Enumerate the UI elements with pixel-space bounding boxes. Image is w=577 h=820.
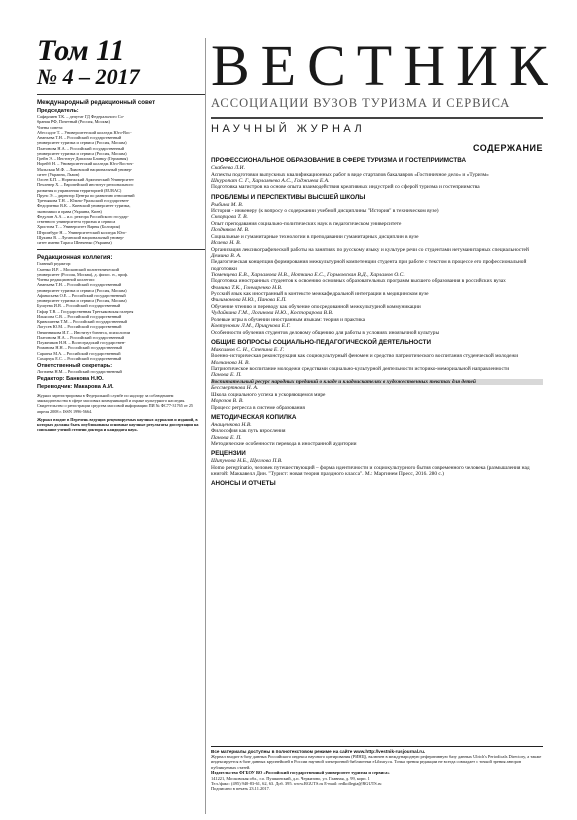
board-line: Ильясова С.В. – Российский государственный — [37, 313, 122, 319]
column-divider — [205, 38, 206, 814]
toc-authors: Шкуропат С. Г., Харламчева А.С., Гаджиева Е.А. — [211, 177, 330, 184]
board-line: Сарапча М.А. – Российский государственный — [37, 350, 121, 356]
council-line: Сафарлиев Т.К. – депутат ГД Федерального Со- — [37, 114, 125, 119]
board-line: Лагусев Ю.М. – Российский государственный — [37, 324, 122, 330]
toc-authors: Поздняков М. В. — [211, 227, 250, 234]
council-line: Щукина В. – Луганский национальный универ- — [37, 234, 125, 240]
toc-title: Методические особенности перевода в иностранной аудитории — [211, 441, 357, 448]
board-line: Главный редактор: — [37, 261, 72, 267]
toc-title: Школа социального успеха в ускоряющемся мире — [211, 391, 326, 398]
footer-publisher: Издательство ФГБОУ ВО «Российский государственный университет туризма и сервиса» — [211, 770, 390, 776]
council-line: Федорченко В.К. – Киевский университет туризма, — [37, 203, 131, 209]
toc-authors: Бессмертнова Н. А. — [211, 385, 259, 392]
masthead-subtitle: АССОЦИАЦИИ ВУЗОВ ТУРИЗМА И СЕРВИСА — [211, 96, 511, 110]
board-line: Платонова Н.А. – Российский государственный — [37, 334, 125, 340]
board-list — [37, 261, 205, 361]
divider — [37, 94, 205, 95]
toc-title: Ролевые игры в обучении иностранным языкам: теория и практика — [211, 316, 366, 323]
toc-title: Педагогическая концепция формирования межкультурной компетенции студента при работе с текстом в процессе его профессиональной подготовки — [211, 259, 527, 272]
council-line: университет туризма и сервиса (Россия, Москва) — [37, 150, 127, 156]
council-line: Пехлевер Х. – Европейский институт регионального — [37, 182, 134, 188]
council-line: экономики и права (Украина, Киев) — [37, 208, 102, 214]
footer-phone: Тел./факс: (495) 940-83-61, 62, 63. Доб. 395. www.RGUTS.ru E-mail: redkollegia@RGUTS.ru — [211, 781, 382, 787]
secretary-heading: Ответственный секретарь: — [37, 363, 113, 369]
footer-date: Подписано в печать 23.11.2017. — [211, 786, 270, 792]
council-line: Мальская М.Ф. – Львовский национальный универ- — [37, 166, 133, 172]
right-column — [211, 33, 559, 488]
council-line: Штромбург Н. – Университетский колледж Юго- — [37, 229, 127, 235]
council-line: Грейн Э. – Институт Диплома Блинцу (Германия) — [37, 156, 128, 161]
toc-authors: Шипунова Н.Б., Щеглова П.В. — [211, 458, 283, 465]
board-line: Афанасьева О.Е. – Российский государственный — [37, 292, 126, 298]
table-of-contents — [211, 157, 543, 488]
issue-number: № 4 – 2017 — [37, 64, 140, 89]
toc-section-heading: РЕЦЕНЗИИ — [211, 450, 246, 458]
toc-authors: Филимонова Н.Ю., Панова Е.П. — [211, 297, 287, 304]
council-line: Ананьева Т.Н. – Российский государственный — [37, 135, 122, 140]
council-line: Абессадзе Т. – Университетский колледж Юго-Вос- — [37, 129, 132, 135]
board-line: университет (Россия, Москва), д. филос. н., проф. — [37, 271, 129, 277]
footer — [211, 746, 543, 792]
board-line: Кривошеева Т.М. – Российский государственный — [37, 319, 127, 324]
board-line: Гафар Т.В. – Государственная Третьяковская галерея — [37, 308, 134, 314]
board-line: Плужников Н.Н. – Волгоградский государствен- — [37, 340, 126, 345]
board-line: университет туризма и сервиса (Россия, Москва) — [37, 287, 127, 293]
toc-title: Особенности обучения студентов деловому общению для работы в условиях иноязычной культуры — [211, 329, 440, 336]
secretary-line: Логачева Н.М. – Российский государственный — [37, 369, 122, 374]
council-line: ситет (Украина, Львов) — [37, 171, 80, 177]
council-line: Члены совета: — [37, 124, 64, 130]
council-list — [37, 114, 205, 245]
footer-address: 141221, Московская обл., г.о. Пушкинский, д.п. Черкизово, ул. Главная, д. 99, корп. 1 — [211, 775, 370, 781]
council-line: ситет имени Тараса Шевченко (Украина) — [37, 240, 112, 245]
toc-title: История - инженеру (к вопросу о содержании учебной дисциплины "История" в техническом вузе) — [211, 208, 439, 215]
toc-section-heading: МЕТОДИЧЕСКАЯ КОПИЛКА — [211, 413, 297, 421]
council-line: Третьякова Т.Н. – Южно-Уральский государствен- — [37, 198, 130, 203]
toc-authors: Скабеева Л.И. — [211, 165, 245, 171]
board-line: Бушуева И.В. – Российский государственный — [37, 303, 121, 309]
council-line: университет туризма и сервиса (Россия, Москва) — [37, 140, 127, 146]
toc-section-heading: ПРОФЕССИОНАЛЬНОЕ ОБРАЗОВАНИЕ В СФЕРЕ ТУРИЗМА И ГОСТЕПРИИМСТВА — [211, 157, 467, 164]
toc-authors: Морозов В. В. — [211, 397, 244, 404]
chair-label: Председатель: — [37, 108, 79, 114]
footer-availability: Все материалы доступны в полнотекстовом режиме на сайте www.http://vestnik-rusjournal.ru. — [211, 749, 426, 754]
toc-title: Процесс регресса в системе образования — [211, 404, 305, 411]
board-line: Романова Н.Н. – Российский государственный — [37, 345, 122, 351]
toc-title: Организация лексикографической работы на занятиях по русскому языку и культуре речи со студентами нетуманитарных специальностей — [211, 246, 529, 253]
board-heading: Редакционная коллегия: — [37, 254, 113, 262]
board-line: Сменко И.Р. – Московский политехнический — [37, 266, 119, 272]
toc-authors: Ковтунович Л.М., Прицукова Е.Г. — [211, 322, 291, 329]
council-line: Христова Т. – Университет Варны (Болгария) — [37, 224, 121, 230]
toc-title: Homo peregrinatio, человек путешествующий – форма идентичности и социокультурного бытия современного человека (размышления над книгой: Маккавелл Дин. "Турист: новая теория праздного класса". М.: Маргинем Пресс, 2016. 280 с.) — [211, 464, 530, 478]
toc-title: Опыт преподавания социально-политических наук в педагогическом университете — [211, 220, 402, 227]
toc-authors: Максимов С. Н., Степина Е. Г. — [211, 346, 285, 353]
board-line: университет туризма и сервиса (Россия, Москва) — [37, 298, 127, 303]
journal-type: НАУЧНЫЙ ЖУРНАЛ — [211, 123, 366, 135]
issue-info — [37, 34, 205, 90]
council-line: развития и управления территорией (EURAC) — [37, 187, 122, 193]
council-line: Федулин А.А. – и.о. ректора Российского государ- — [37, 213, 129, 219]
toc-title: Философия как путь взросления — [211, 428, 286, 435]
council-line: Олсен Б.П. – Норвежский Арктический Университет — [37, 177, 134, 182]
editor-line: Редактор: Банкова Н.Ю. — [37, 376, 104, 383]
board-line: Члены редакционной коллегии: — [37, 277, 95, 282]
council-line: брания РФ, Почетный (Россия, Москва) — [37, 119, 110, 125]
toc-title: Патриотическое воспитание молодежи средствами социально-культурной деятельности историко-мемориальной направленности — [211, 366, 510, 373]
proofreader-line: Переводчик: Макарова А.И. — [37, 384, 114, 391]
board-line: Сахарчук Е.С. – Российский государственный — [37, 355, 122, 361]
toc-authors: Фомина Т.К., Гончаренко Н.В. — [211, 284, 283, 291]
toc-authors: Панова Е. П. — [211, 372, 242, 379]
toc-authors: Исаева Н. В. — [211, 239, 241, 246]
council-line: Прунс Э. – директор Центра по развитию отношений — [37, 192, 135, 198]
council-line: Норейб Н. – Университетский колледж Юго-Восточ- — [37, 161, 134, 167]
toc-section-heading: ОБЩИЕ ВОПРОСЫ СОЦИАЛЬНО-ПЕДАГОГИЧЕСКОЙ ДЕЯТЕЛЬНОСТИ — [211, 338, 431, 346]
toc-section-heading: АНОНСЫ И ОТЧЕТЫ — [211, 480, 276, 488]
toc-authors: Демина В. А. — [211, 252, 242, 259]
toc-section-heading: ПРОБЛЕМЫ И ПЕРСПЕКТИВЫ ВЫСШЕЙ ШКОЛЫ — [211, 193, 366, 201]
board-line: Овчинникова И.Г. – Институт бизнеса, психологии — [37, 329, 131, 335]
toc-authors: Молчанова Н. В. — [211, 359, 250, 366]
board-line: Ананьева Т.Н. – Российский государственный — [37, 282, 122, 288]
toc-title: Аспекты подготовки выпускных квалификационных работ в виде стартапов бакалавров «Гостиничное дело» и «Туризм» — [211, 171, 489, 178]
contents-heading: СОДЕРЖАНИЕ — [472, 143, 543, 153]
toc-authors: Скворцова Т. В. — [211, 214, 248, 221]
toc-title: Обучение чтению и переводу как обучение опосредованной межкультурной коммуникации — [211, 303, 421, 310]
divider — [37, 249, 205, 250]
masthead-title: ВЕСТНИК — [211, 33, 559, 98]
left-column — [37, 34, 205, 432]
toc-title: Подготовка иностранных студентов к освоению основных образовательных программ высшего образования в российских вузах — [211, 278, 506, 285]
registration-text: Журнал зарегистрирован в Федеральной службе по надзору за соблюдением законодательства в сфере массовых коммуникаций и охране культурного наследия. Свидетельство о регистрации средства массовой информации ПИ № ФС77-31765 от 25 апреля 2008 г. ISSN 1996-5664. — [37, 393, 194, 414]
toc-authors: Чудайкина Г.М., Логинова Н.Ю., Косторарова В.В. — [211, 310, 334, 317]
toc-authors: Анащенкова Н.В. — [211, 421, 252, 428]
toc-authors: Рыбина М. В. — [211, 201, 244, 208]
volume-label: Том 11 — [37, 34, 125, 67]
toc-title: Русский язык как иностранный в контексте межкафедральной интеграции в медицинском вузе — [211, 291, 429, 298]
masthead-rule — [211, 117, 543, 119]
footer-indexing: Журнал входит в базу данных Российского индекса научного цитирования (РИНЦ), включен в международную реферативную базу данных Ulrich's Periodicals Directory, а также индексируется в базе данных крупнейшей в России научной электронной библиотеки eLibrary.ru. Точка зрения редакции не всегда совпадает с точкой зрения авторов публикуемых статей. — [211, 754, 542, 770]
toc-authors: Панова Е. П. — [211, 434, 242, 441]
council-heading: Международный редакционный совет — [37, 99, 156, 106]
council-line: Платонова Н.А. – Российский государственный — [37, 145, 125, 151]
toc-authors: Тюменцева Е.В., Харламова Н.В., Ноткина Е.С., Горьковская В.Д., Харламов О.С. — [211, 271, 405, 278]
council-line: ственного университета туризма и сервиса — [37, 219, 116, 224]
toc-title: Военно-историческая реконструкция как социокультурный феномен и средство патриотического воспитания студенческой молодежи — [211, 353, 519, 360]
vak-text: Журнал входит в Перечень ведущих рецензируемых научных журналов и изданий, в которых должны быть опубликованы основные научные результаты диссертации на соискание ученой степени доктора и кандидата наук. — [37, 416, 199, 432]
toc-title: Социальные и гуманитарные технологии в преподавании гуманитарных дисциплин в вузе — [211, 233, 419, 240]
toc-title-highlighted: Воспитательный ресурс народных преданий о кладе и кладоискателях в художественных текстах для детей — [211, 379, 543, 385]
toc-title: Подготовка магистров на основе опыта взаимодействия креативных индустрий со сферой туризма и гостеприимства — [211, 184, 480, 191]
